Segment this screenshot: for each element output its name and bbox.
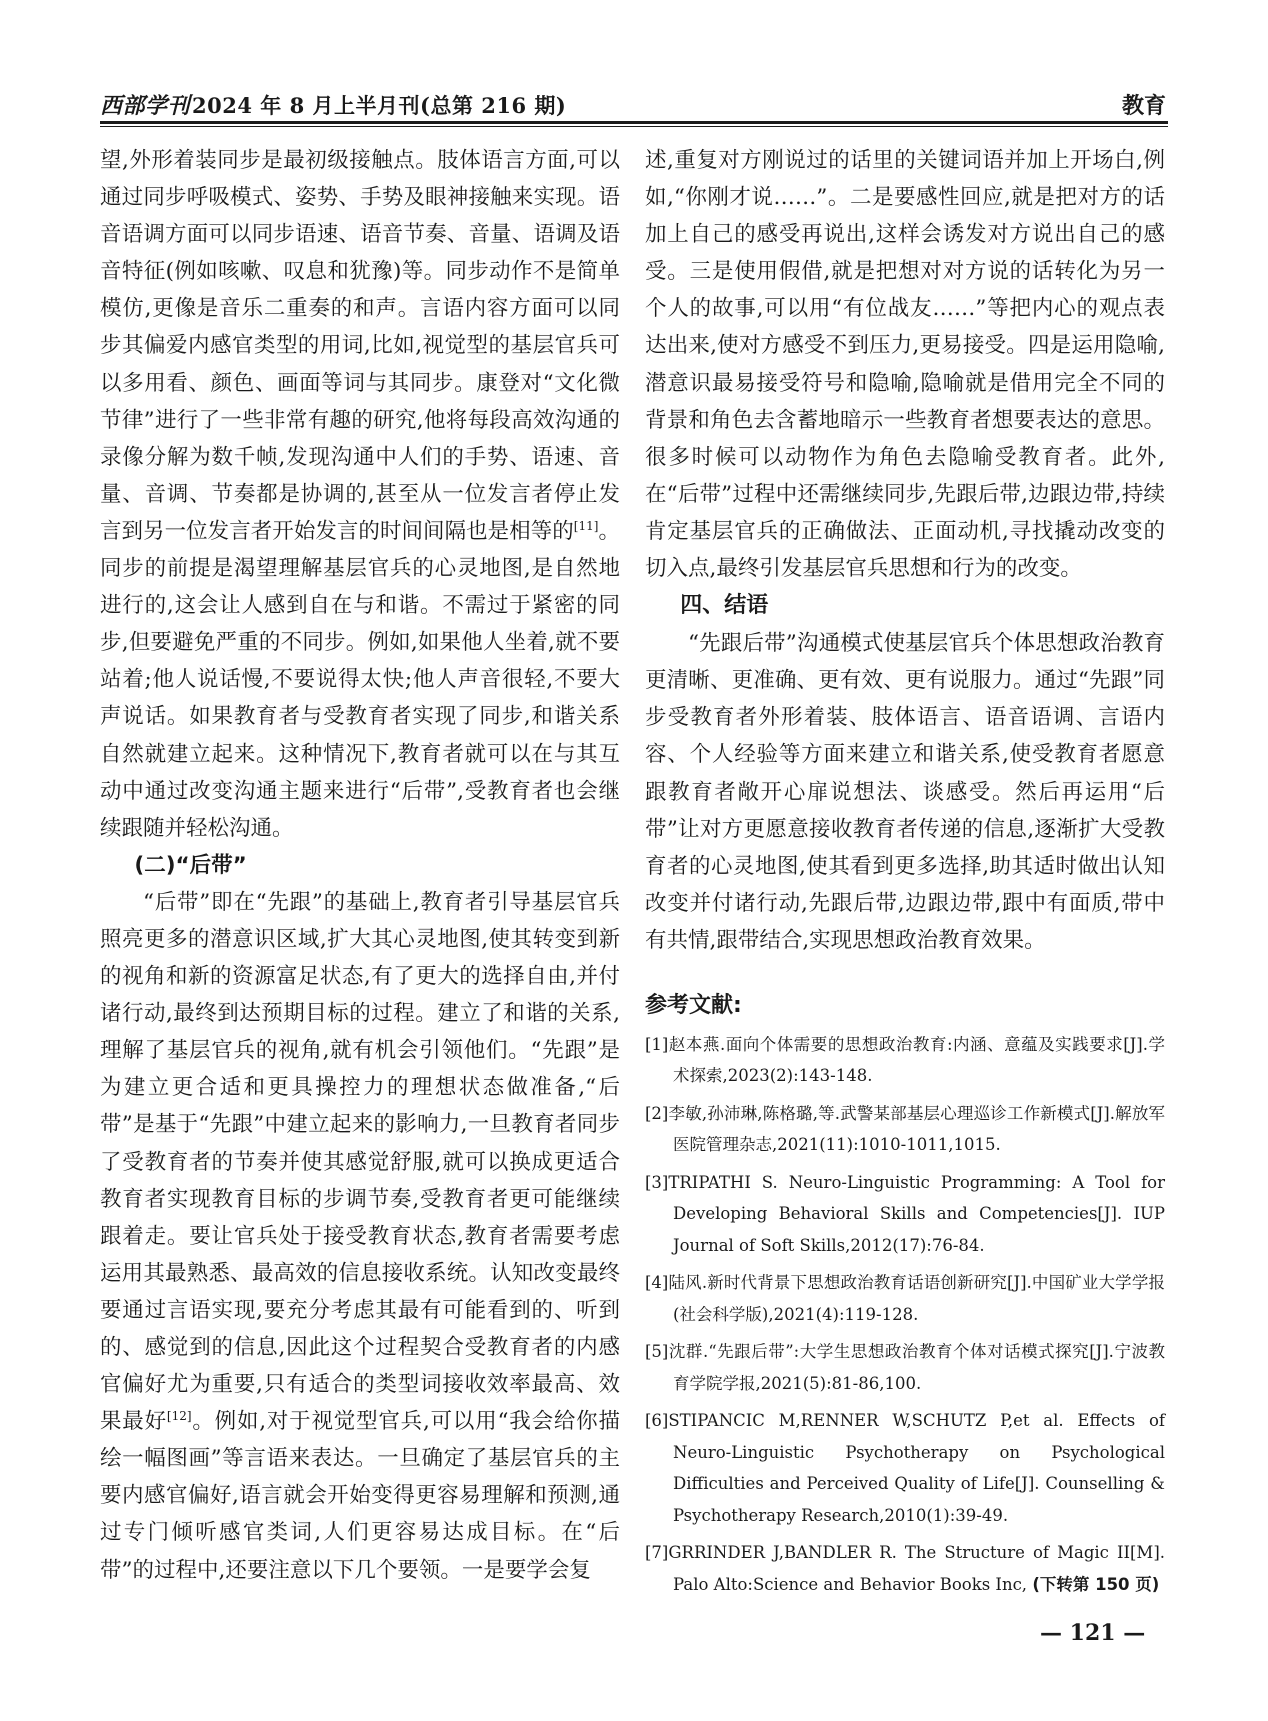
page-number: — 121 — <box>1040 1620 1146 1646</box>
page-header <box>100 89 1168 119</box>
text-run: 望,外形着装同步是最初级接触点。肢体语言方面,可以通过同步呼吸模式、姿势、手势及眼神接触来实现。语音语调方面可以同步语速、语音节奏、音量、语调及语音特征(例如咳嗽、叹息和犹豫)等。同步动作不是简单模仿,更像是音乐二重奏的和声。言语内容方面可以同步其偏爱内感官类型的用词,比如,视觉型的基层官兵可以多用看、颜色、画面等词与其同步。康登对“文化微节律”进行了一些非常有趣的研究,他将每段高效沟通的录像分解为数千帧,发现沟通中人们的手势、语速、音量、音调、节奏都是协调的,甚至从一位发言者停止发言到另一位发言者开始发言的时间间隔也是相等的 <box>100 148 620 544</box>
reference-list <box>645 1029 1165 1601</box>
reference-item: [6]STIPANCIC M,RENNER W,SCHUTZ P,et al. Effects of Neuro-Linguistic Psychotherapy on Psychological Difficulties and Perceived Quality of Life[J]. Counselling & Psychotherapy Research,2010(1):39-49. <box>645 1411 1165 1525</box>
text-run: 。同步的前提是渴望理解基层官兵的心灵地图,是自然地进行的,这会让人感到自在与和谐。不需过于紧密的同步,但要避免严重的不同步。例如,如果他人坐着,就不要站着;他人说话慢,不要说得太快;他人声音很轻,不要大声说话。如果教育者与受教育者实现了同步,和谐关系自然就建立起来。这种情况下,教育者就可以在与其互动中通过改变沟通主题来进行“后带”,受教育者也会继续跟随并轻松沟通。 <box>100 518 620 841</box>
citation: [12] <box>166 1409 192 1424</box>
header-journal-issue <box>100 89 566 120</box>
text-run: [7]GRRINDER J,BANDLER R. The Structure of Magic II[M]. Palo Alto:Science and Behavior Books Inc, <box>645 1543 1165 1594</box>
reference-item: [4]陆风.新时代背景下思想政治教育话语创新研究[J].中国矿业大学学报(社会科学版),2021(4):119-128. <box>645 1273 1165 1324</box>
body-paragraph <box>100 142 620 847</box>
subsection-heading: (二)“后带” <box>134 852 247 878</box>
reference-item: [3]TRIPATHI S. Neuro-Linguistic Programming: A Tool for Developing Behavioral Skills and Competencies[J]. IUP Journal of Soft Skills,2012(17):76-84. <box>645 1172 1165 1255</box>
body-paragraph <box>100 884 620 1589</box>
right-column <box>645 142 1165 1606</box>
body-paragraph: “先跟后带”沟通模式使基层官兵个体思想政治教育更清晰、更准确、更有效、更有说服力。通过“先跟”同步受教育者外形着装、肢体语言、语音语调、言语内容、个人经验等方面来建立和谐关系,使受教育者愿意跟教育者敞开心扉说想法、谈感受。然后再运用“后带”让对方更愿意接收教育者传递的信息,逐渐扩大受教育者的心灵地图,使其看到更多选择,助其适时做出认知改变并付诸行动,先跟后带,边跟边带,跟中有面质,带中有共情,跟带结合,实现思想政治教育效果。 <box>645 631 1165 953</box>
left-column <box>100 142 620 1589</box>
citation: [11] <box>573 518 599 533</box>
header-rule <box>100 121 1168 124</box>
section-label: 教育 <box>1121 93 1166 119</box>
reference-item <box>645 1537 1165 1600</box>
header-rule-thin <box>100 126 1168 127</box>
issue-info: 2024 年 8 月上半月刊(总第 216 期) <box>192 93 567 118</box>
continued-note: (下转第 150 页) <box>1032 1574 1160 1594</box>
reference-item: [2]李敏,孙沛琳,陈格璐,等.武警某部基层心理巡诊工作新模式[J].解放军医院管理杂志,2021(11):1010-1011,1015. <box>645 1103 1165 1155</box>
section-heading: 四、结语 <box>680 593 769 619</box>
body-paragraph: 述,重复对方刚说过的话里的关键词语并加上开场白,例如,“你刚才说……”。二是要感性回应,就是把对方的话加上自己的感受再说出,这样会诱发对方说出自己的感受。三是使用假借,就是把想对对方说的话转化为另一个人的故事,可以用“有位战友……”等把内心的观点表达出来,使对方感受不到压力,更易接受。四是运用隐喻,潜意识最易接受符号和隐喻,隐喻就是借用完全不同的背景和角色去含蓄地暗示一些教育者想要表达的意思。很多时候可以动物作为角色去隐喻受教育者。此外,在“后带”过程中还需继续同步,先跟后带,边跟边带,持续肯定基层官兵的正确做法、正面动机,寻找撬动改变的切入点,最终引发基层官兵思想和行为的改变。 <box>645 148 1165 582</box>
text-run: 。例如,对于视觉型官兵,可以用“我会给你描绘一幅图画”等言语来表达。一旦确定了基层官兵的主要内感官偏好,语言就会开始变得更容易理解和预测,通过专门倾听感官类词,人们更容易达成目标。在“后带”的过程中,还要注意以下几个要领。一是要学会复 <box>100 1409 620 1583</box>
references-title: 参考文献: <box>645 992 742 1018</box>
text-run: “后带”即在“先跟”的基础上,教育者引导基层官兵照亮更多的潜意识区域,扩大其心灵地图,使其转变到新的视角和新的资源富足状态,有了更大的选择自由,并付诸行动,最终到达预期目标的过程。建立了和谐的关系,理解了基层官兵的视角,就有机会引领他们。“先跟”是为建立更合适和更具操控力的理想状态做准备,“后带”是基于“先跟”中建立起来的影响力,一旦教育者同步了受教育者的节奏并使其感觉舒服,就可以换成更适合教育者实现教育目标的步调节奏,受教育者更可能继续跟着走。要让官兵处于接受教育状态,教育者需要考虑运用其最熟悉、最高效的信息接收系统。认知改变最终要通过言语实现,要充分考虑其最有可能看到的、听到的、感觉到的信息,因此这个过程契合受教育者的内感官偏好尤为重要,只有适合的类型词接收效率最高、效果最好 <box>100 889 620 1435</box>
reference-item: [1]赵本燕.面向个体需要的思想政治教育:内涵、意蕴及实践要求[J].学术探索,2023(2):143-148. <box>645 1034 1165 1086</box>
journal-logo: 西部学刊 <box>100 93 191 119</box>
reference-item: [5]沈群.“先跟后带”:大学生思想政治教育个体对话模式探究[J].宁波教育学院学报,2021(5):81-86,100. <box>645 1342 1165 1393</box>
